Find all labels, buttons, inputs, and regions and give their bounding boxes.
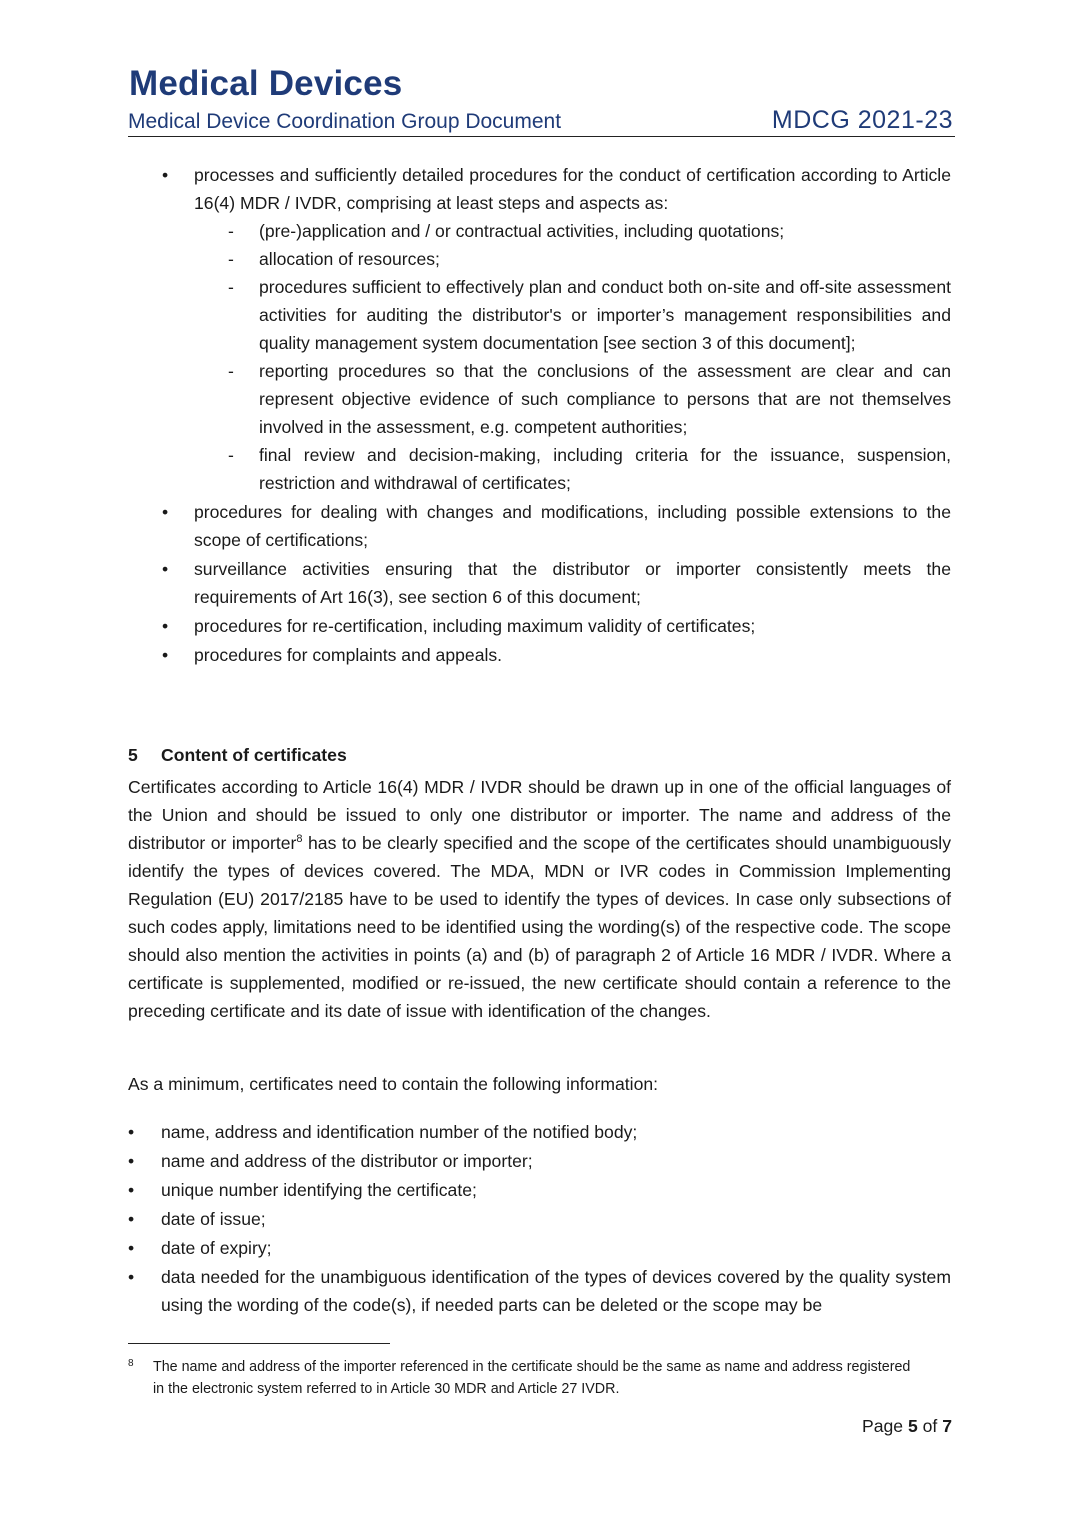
sub-list-item <box>194 273 951 357</box>
sub-list-item <box>194 357 951 441</box>
dash-icon: - <box>228 221 234 241</box>
footnote-reference: 8 <box>296 833 303 846</box>
paragraph-text: has to be clearly specified and the scope of the certificates should unambiguously identify the types of devices covered. The MDA, MDN or IVR codes in Commission Implementing Regulation (EU) 2017/2185 have to be used to identify the types of devices. In case only subsections of such codes apply, limitations need to be identified using the wording(s) of the respective code. The scope should also mention the activities in points (a) and (b) of paragraph 2 of Article 16 MDR / IVDR. Where a certificate is supplemented, modified or re-issued, the new certificate should contain a reference to the preceding certificate and its date of issue with identification of the changes. <box>128 833 951 1021</box>
list-item-text: surveillance activities ensuring that the distributor or importer consistently meets the requirements of Art 16(3), see section 6 of this document; <box>194 559 951 607</box>
list-item <box>128 1118 951 1146</box>
dash-icon: - <box>228 277 234 297</box>
header-divider <box>128 136 955 137</box>
section-heading <box>128 745 347 766</box>
sub-list-item <box>194 441 951 497</box>
list-item <box>128 641 951 669</box>
page-of: of <box>917 1416 943 1436</box>
footnote <box>128 1356 918 1400</box>
list-item <box>128 1147 951 1175</box>
procedures-list <box>128 161 951 670</box>
bullet-icon: • <box>128 1238 135 1258</box>
section-paragraph: As a minimum, certificates need to contain the following information: <box>128 1074 659 1094</box>
footnote-text: The name and address of the importer referenced in the certificate should be the same as name and address registered in the electronic system referred to in Article 30 MDR and Article 27 IVDR. <box>153 1359 911 1397</box>
list-item-text: name and address of the distributor or importer; <box>161 1151 533 1171</box>
section-paragraph <box>128 773 951 1025</box>
bullet-icon: • <box>162 502 169 522</box>
bullet-icon: • <box>128 1209 135 1229</box>
page-total: 7 <box>942 1416 952 1436</box>
bullet-icon: • <box>162 165 169 185</box>
page-current: 5 <box>907 1416 918 1436</box>
bullet-icon: • <box>162 616 169 636</box>
page-prefix: Page <box>861 1416 908 1436</box>
bullet-icon: • <box>128 1122 135 1142</box>
sub-list-item-text: reporting procedures so that the conclusions of the assessment are clear and can represent objective evidence of such compliance to persons that are not themselves involved in the assessment, e.g. competent authorities; <box>259 361 951 437</box>
footnote-divider <box>128 1343 390 1344</box>
bullet-icon: • <box>128 1151 135 1171</box>
section-title: Content of certificates <box>161 745 347 765</box>
list-item <box>128 1263 951 1319</box>
list-item <box>128 161 951 497</box>
list-item-text: name, address and identification number of the notified body; <box>161 1122 638 1142</box>
dash-icon: - <box>228 445 234 465</box>
bullet-icon: • <box>162 645 169 665</box>
page-number <box>862 1416 952 1437</box>
list-item-text: procedures for complaints and appeals. <box>194 645 503 665</box>
sub-list <box>194 217 951 497</box>
list-item <box>128 1234 951 1262</box>
sub-list-item <box>194 245 951 273</box>
sub-list-item-text: final review and decision-making, including criteria for the issuance, suspension, restriction and withdrawal of certificates; <box>259 445 951 493</box>
section-number: 5 <box>128 745 138 765</box>
list-item <box>128 555 951 611</box>
dash-icon: - <box>228 361 234 381</box>
sub-list-item-text: (pre-)application and / or contractual activities, including quotations; <box>259 221 785 241</box>
bullet-icon: • <box>128 1267 135 1287</box>
sub-list-item-text: procedures sufficient to effectively plan and conduct both on-site and off-site assessment activities for auditing the distributor's or importer’s management responsibilities and quality management system documentation [see section 3 of this document]; <box>259 277 951 353</box>
list-item-text: data needed for the unambiguous identification of the types of devices covered by the quality system using the wording of the code(s), if needed parts can be deleted or the scope may be <box>161 1267 951 1315</box>
list-item-text: processes and sufficiently detailed procedures for the conduct of certification according to Article 16(4) MDR / IVDR, comprising at least steps and aspects as: <box>194 165 951 213</box>
header-subtitle: Medical Device Coordination Group Document <box>128 110 562 133</box>
list-item <box>128 1205 951 1233</box>
list-item <box>128 1176 951 1204</box>
paragraph-text: Certificates according to Article 16(4) MDR / IVDR should be drawn up in one of the official languages of the Union and should be issued to only one distributor or importer. The name and address of the distributor or importer <box>128 777 951 853</box>
list-item-text: procedures for re-certification, including maximum validity of certificates; <box>194 616 756 636</box>
list-item-text: unique number identifying the certificate; <box>161 1180 477 1200</box>
document-code: MDCG 2021-23 <box>771 106 953 134</box>
sub-list-item-text: allocation of resources; <box>259 249 440 269</box>
certificate-info-list <box>128 1118 951 1320</box>
footnote-number: 8 <box>128 1358 134 1369</box>
dash-icon: - <box>228 249 234 269</box>
list-item-text: procedures for dealing with changes and modifications, including possible extensions to the scope of certifications; <box>194 502 951 550</box>
list-item <box>128 612 951 640</box>
bullet-icon: • <box>162 559 169 579</box>
bullet-icon: • <box>128 1180 135 1200</box>
list-item-text: date of expiry; <box>161 1238 272 1258</box>
sub-list-item <box>194 217 951 245</box>
header-title: Medical Devices <box>129 64 403 103</box>
list-item <box>128 498 951 554</box>
list-item-text: date of issue; <box>161 1209 266 1229</box>
